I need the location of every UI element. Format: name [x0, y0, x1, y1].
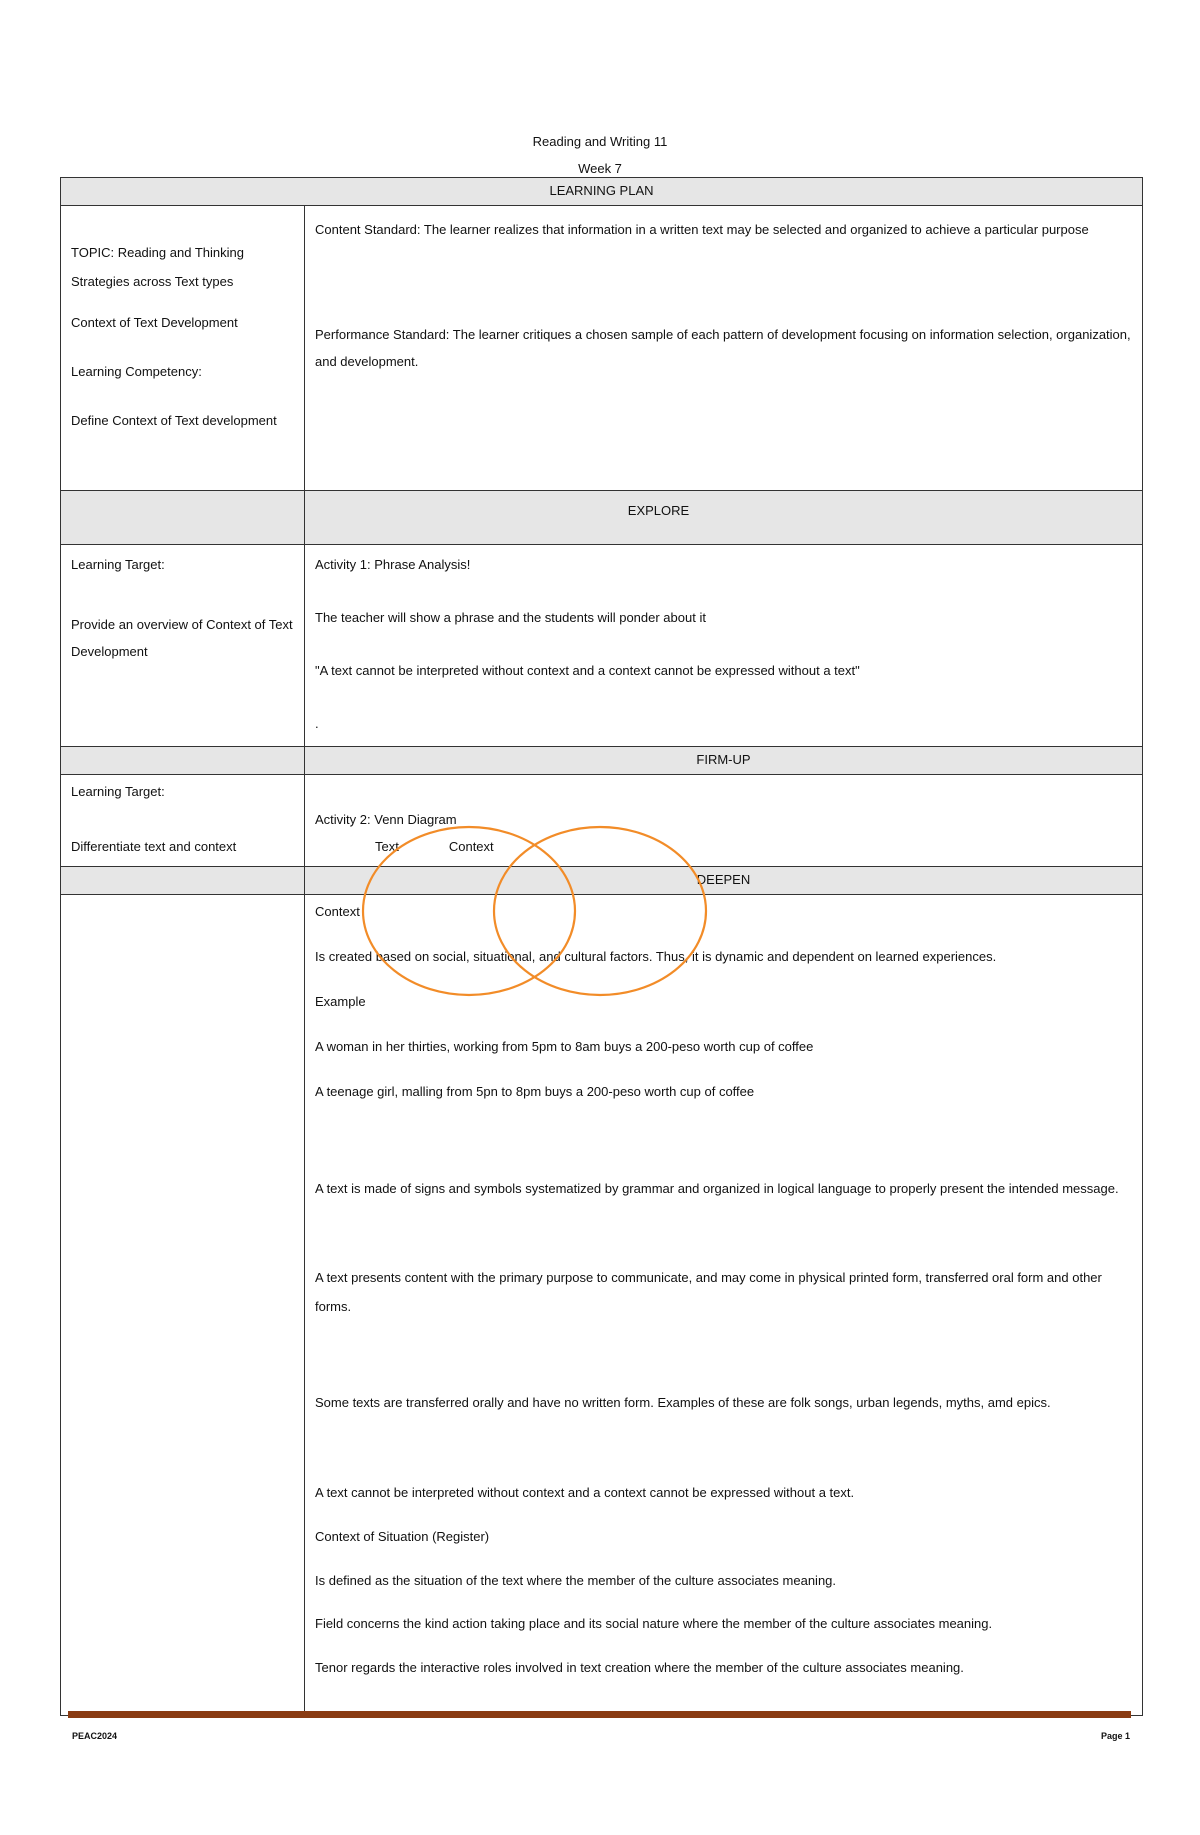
deepen-line: Tenor regards the interactive roles involved in text creation where the member of the culture associates meaning.	[315, 1660, 964, 1676]
firmup-band: FIRM-UP	[305, 747, 1143, 775]
deepen-content-cell	[305, 895, 1143, 1716]
activity-1-instruction: The teacher will show a phrase and the students will ponder about it	[315, 609, 706, 625]
explore-target-label: Learning Target:	[71, 557, 165, 572]
deepen-line: A text cannot be interpreted without context and a context cannot be expressed without a text.	[315, 1484, 855, 1500]
deepen-line: Some texts are transferred orally and have no written form. Examples of these are folk songs, urban legends, myths, amd epics.	[315, 1394, 1051, 1410]
firmup-band-blank	[61, 747, 305, 775]
deepen-band-row	[61, 867, 1143, 895]
deepen-line: Is defined as the situation of the text where the member of the culture associates meaning.	[315, 1572, 837, 1588]
firmup-activity-cell	[305, 775, 1143, 867]
document-title: Reading and Writing 11	[532, 134, 668, 149]
content-standard: Content Standard: The learner realizes that information in a written text may be selected and organized to achieve a particular purpose	[315, 222, 1089, 237]
venn-labels	[315, 840, 1132, 855]
firmup-row	[61, 775, 1143, 867]
explore-band-row	[61, 491, 1143, 545]
explore-activity-cell	[305, 545, 1143, 747]
learning-plan-band: LEARNING PLAN	[61, 178, 1143, 206]
competency-text: Define Context of Text development	[71, 412, 277, 428]
competency-label: Learning Competency:	[71, 363, 202, 379]
firmup-band-row	[61, 747, 1143, 775]
deepen-row	[61, 895, 1143, 1716]
venn-label-text: Text	[375, 838, 399, 854]
topic-cell	[61, 206, 305, 491]
footer-page-number: Page 1	[1100, 1731, 1130, 1741]
deepen-line: Example	[315, 993, 366, 1009]
deepen-left-cell	[61, 895, 305, 1716]
firmup-target-text: Differentiate text and context	[71, 838, 237, 854]
context-text: Context of Text Development	[71, 315, 238, 330]
explore-target-cell	[61, 545, 305, 747]
learning-plan-table	[60, 177, 1143, 1716]
explore-target-text: Provide an overview of Context of Text Development	[71, 616, 293, 659]
explore-band-blank	[61, 491, 305, 545]
deepen-line: Context	[315, 904, 360, 919]
firmup-target-label: Learning Target:	[71, 784, 165, 799]
footer-left: PEAC2024	[72, 1731, 118, 1741]
deepen-band: DEEPEN	[305, 867, 1143, 895]
explore-row	[61, 545, 1143, 747]
activity-2-title: Activity 2: Venn Diagram	[315, 812, 457, 827]
venn-label-context: Context	[448, 838, 494, 854]
standards-cell	[305, 206, 1143, 491]
deepen-line: A text presents content with the primary purpose to communicate, and may come in physical printed form, transferred oral form and other forms.	[315, 1269, 1102, 1314]
topic-text: TOPIC: Reading and Thinking Strategies across Text types	[71, 245, 244, 289]
activity-1-title: Activity 1: Phrase Analysis!	[315, 557, 471, 572]
activity-1-dot: .	[315, 715, 319, 731]
deepen-line: A teenage girl, malling from 5pn to 8pm buys a 200-peso worth cup of coffee	[315, 1083, 755, 1099]
deepen-line: A woman in her thirties, working from 5pm to 8am buys a 200-peso worth cup of coffee	[315, 1038, 814, 1054]
deepen-line: Context of Situation (Register)	[315, 1528, 490, 1544]
deepen-line: Is created based on social, situational, and cultural factors. Thus, it is dynamic and dependent on learned experiences.	[315, 948, 997, 964]
footer-rule	[68, 1711, 1131, 1718]
learning-plan-band-row	[61, 178, 1143, 206]
week-label: Week 7	[578, 161, 622, 176]
standards-row	[61, 206, 1143, 491]
performance-standard: Performance Standard: The learner critiques a chosen sample of each pattern of development focusing on information selection, organization, and development.	[315, 327, 1131, 369]
activity-1-quote: "A text cannot be interpreted without context and a context cannot be expressed without a text"	[315, 662, 860, 678]
deepen-line: A text is made of signs and symbols systematized by grammar and organized in logical language to properly present the intended message.	[315, 1180, 1119, 1196]
deepen-line: Field concerns the kind action taking place and its social nature where the member of the culture associates meaning.	[315, 1616, 993, 1632]
explore-band: EXPLORE	[305, 491, 1143, 545]
deepen-band-blank	[61, 867, 305, 895]
firmup-target-cell	[61, 775, 305, 867]
